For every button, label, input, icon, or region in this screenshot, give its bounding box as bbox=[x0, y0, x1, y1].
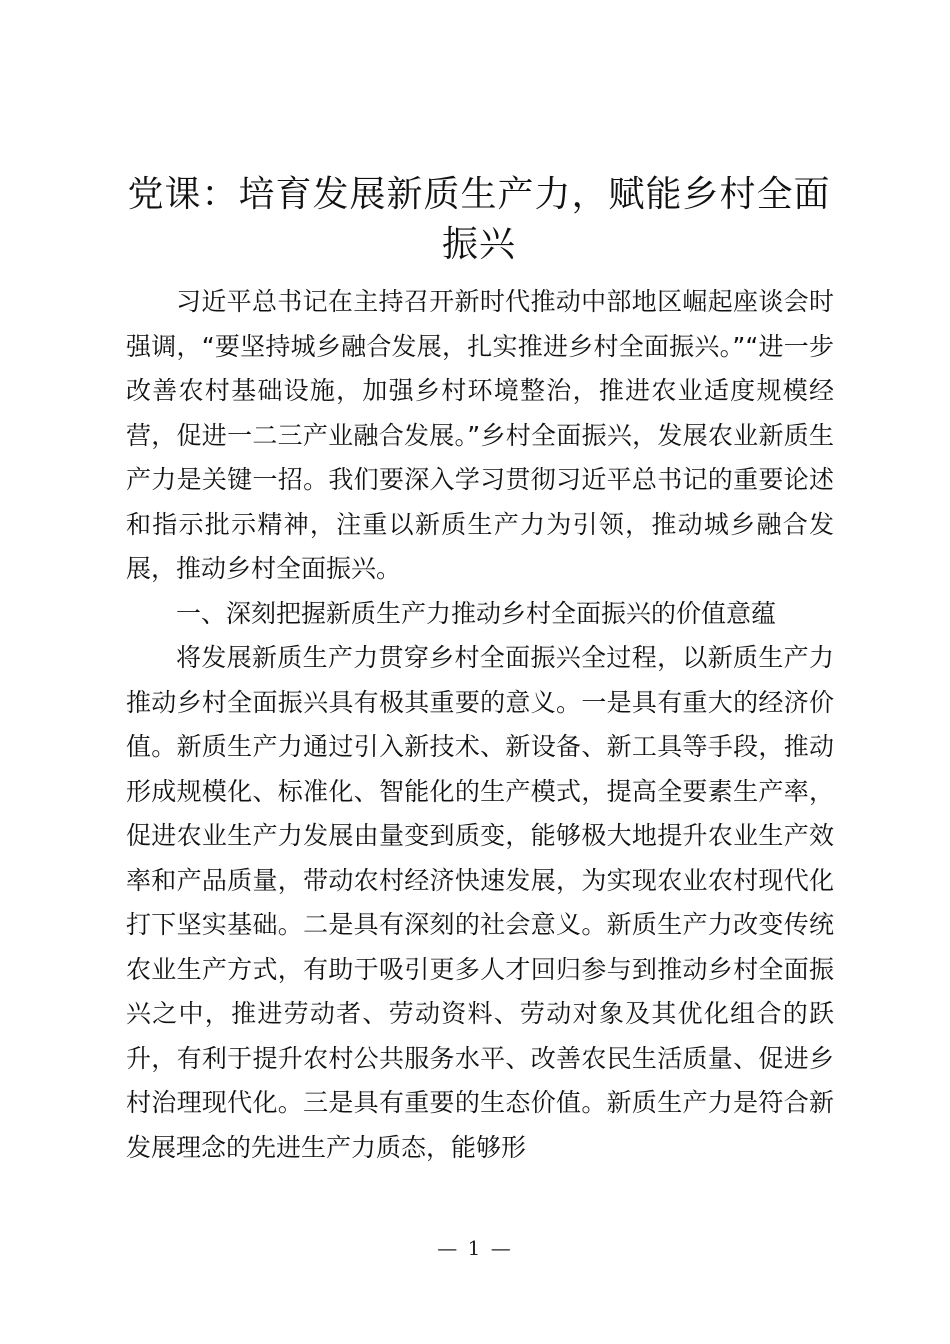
section-paragraph: 将发展新质生产力贯穿乡村全面振兴全过程，以新质生产力推动乡村全面振兴具有极其重要的意义。一是具有重大的经济价值。新质生产力通过引入新技术、新设备、新工具等手段，推动形成规模化、标准化、智能化的生产模式，提高全要素生产率，促进农业生产力发展由量变到质变，能够极大地提升农业生产效率和产品质量，带动农村经济快速发展，为实现农业农村现代化打下坚实基础。二是具有深刻的社会意义。新质生产力改变传统农业生产方式，有助于吸引更多人才回归参与到推动乡村全面振兴之中，推进劳动者、劳动资料、劳动对象及其优化组合的跃升，有利于提升农村公共服务水平、改善农民生活质量、促进乡村治理现代化。三是具有重要的生态价值。新质生产力是符合新发展理念的先进生产力质态，能够形 bbox=[126, 643, 834, 1162]
document-body bbox=[126, 280, 834, 1170]
page-number: — 1 — bbox=[437, 1236, 513, 1260]
intro-paragraph: 习近平总书记在主持召开新时代推动中部地区崛起座谈会时强调，“要坚持城乡融合发展，扎实推进乡村全面振兴。”“进一步改善农村基础设施，加强乡村环境整治，推进农业适度规模经营，促进一二三产业融合发展。”乡村全面振兴，发展农业新质生产力是关键一招。我们要深入学习贯彻习近平总书记的重要论述和指示批示精神，注重以新质生产力为引领，推动城乡融合发展，推动乡村全面振兴。 bbox=[126, 287, 834, 583]
section-heading: 一、深刻把握新质生产力推动乡村全面振兴的价值意蕴 bbox=[176, 598, 777, 628]
document-title: 党课：培育发展新质生产力，赋能乡村全面振兴 bbox=[127, 174, 831, 265]
